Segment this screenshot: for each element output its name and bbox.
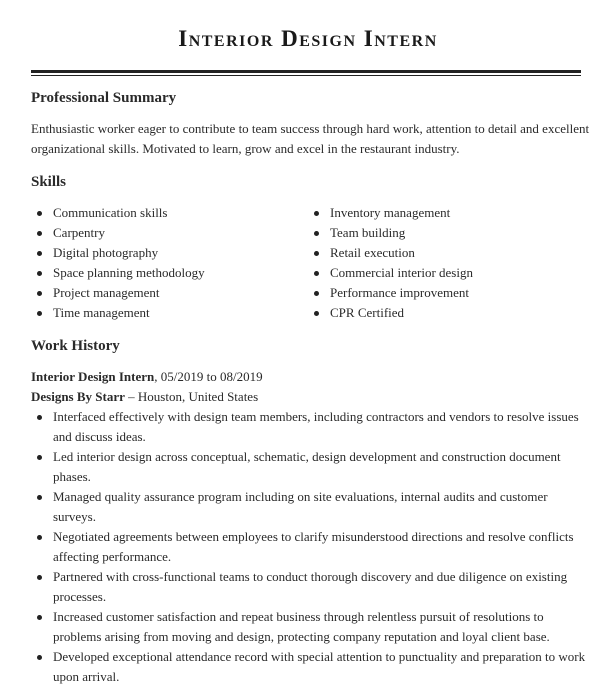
job-bullet: Increased customer satisfaction and repeat business through relentless pursuit of resolutions to problems arising from moving and design, protecting company reputation and loyal client base. [31, 607, 591, 647]
skill-item: Carpentry [31, 223, 205, 243]
skills-heading: Skills [31, 174, 67, 190]
job-bullet: Developed exceptional attendance record with special attention to punctuality and preparation to work upon arrival. [31, 647, 591, 687]
job-bullet: Managed quality assurance program including on site evaluations, internal audits and customer surveys. [31, 487, 591, 527]
skill-item: Communication skills [31, 203, 205, 223]
job-company: Designs By Starr [31, 389, 125, 404]
job-bullet: Led interior design across conceptual, schematic, design development and construction document phases. [31, 447, 591, 487]
skill-item: Inventory management [308, 203, 473, 223]
skills-list-left [31, 203, 205, 323]
skill-item: Space planning methodology [31, 263, 205, 283]
job-location: – Houston, United States [124, 389, 259, 404]
job-company-line [31, 387, 258, 407]
skill-item: Retail execution [308, 243, 473, 263]
work-history-heading: Work History [31, 338, 120, 354]
job-title-line [31, 367, 263, 387]
skill-item: Commercial interior design [308, 263, 473, 283]
summary-heading: Professional Summary [31, 90, 177, 106]
skill-item: Project management [31, 283, 205, 303]
resume-title: Interior Design Intern [178, 26, 438, 51]
job-bullet: Negotiated agreements between employees to clarify misunderstood directions and resolve conflicts affecting performance. [31, 527, 591, 567]
job-dates: , 05/2019 to 08/2019 [154, 369, 263, 384]
skill-item: CPR Certified [308, 303, 473, 323]
summary-text: Enthusiastic worker eager to contribute to team success through hard work, attention to detail and excellent organizational skills. Motivated to learn, grow and excel in the restaurant industry. [31, 121, 590, 156]
skill-item: Time management [31, 303, 205, 323]
title-rule-thin [31, 75, 581, 76]
skill-item: Performance improvement [308, 283, 473, 303]
job-role: Interior Design Intern [31, 369, 155, 384]
skill-item: Digital photography [31, 243, 205, 263]
job-bullets [31, 407, 591, 687]
skills-list-right [308, 203, 473, 323]
job-bullet: Partnered with cross-functional teams to conduct thorough discovery and due diligence on existing processes. [31, 567, 591, 607]
skill-item: Team building [308, 223, 473, 243]
title-rule-thick [31, 70, 581, 73]
job-bullet: Interfaced effectively with design team members, including contractors and vendors to resolve issues and discuss ideas. [31, 407, 591, 447]
